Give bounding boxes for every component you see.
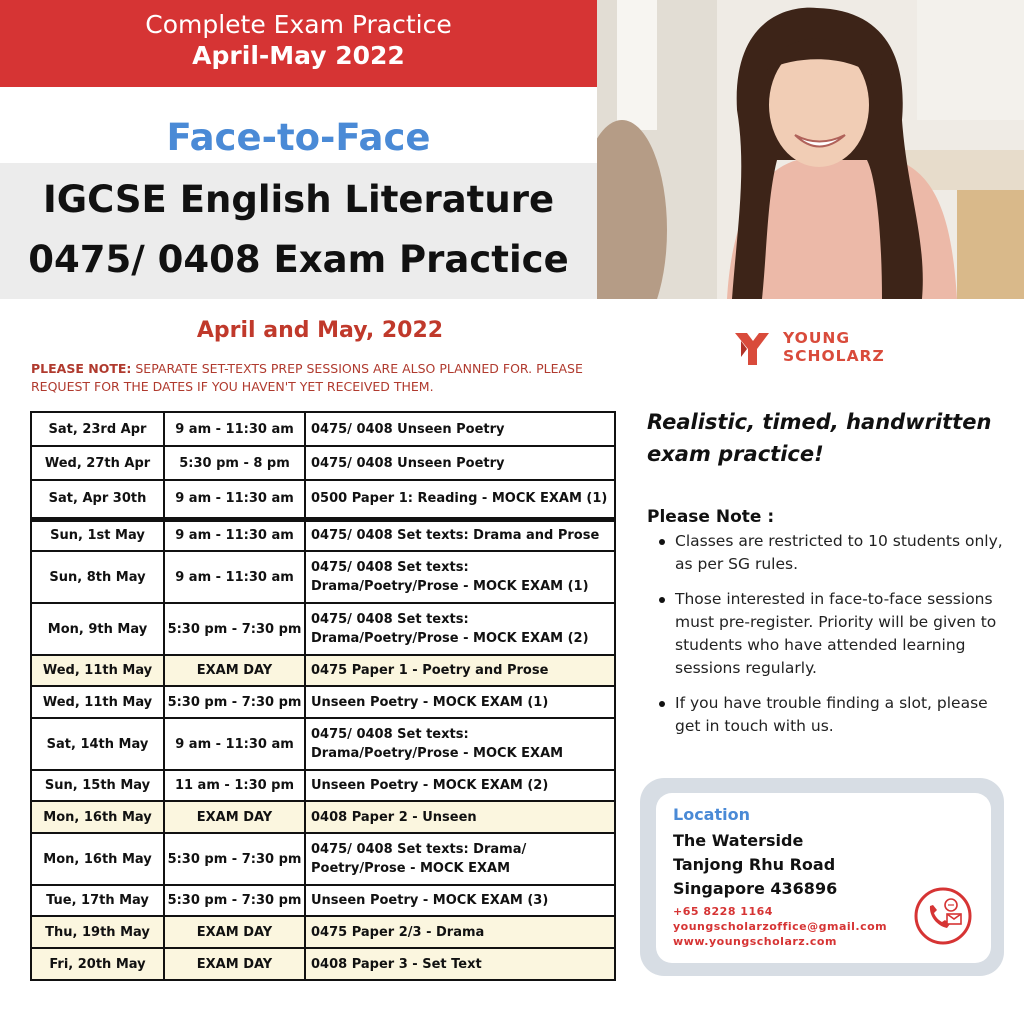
logo-line2: SCHOLARZ [783, 347, 885, 365]
prep-note [31, 360, 621, 396]
row-date: Sun, 15th May [31, 770, 164, 801]
row-time: 5:30 pm - 7:30 pm [164, 833, 305, 885]
row-session: 0475 Paper 1 - Poetry and Prose [305, 655, 615, 686]
logo-mark-icon [733, 331, 771, 367]
list-item: Those interested in face-to-face sessions must pre-register. Priority will be given to students who have attended learning sessions regularly. [675, 588, 1005, 680]
row-session: Unseen Poetry - MOCK EXAM (3) [305, 885, 615, 916]
row-time: 9 am - 11:30 am [164, 718, 305, 770]
table-row [31, 412, 615, 446]
row-date: Wed, 27th Apr [31, 446, 164, 480]
row-session: 0475/ 0408 Set texts: Drama/Poetry/Prose - MOCK EXAM [305, 718, 615, 770]
row-time: EXAM DAY [164, 801, 305, 833]
row-date: Fri, 20th May [31, 948, 164, 980]
row-time: 9 am - 11:30 am [164, 551, 305, 603]
please-note-heading: Please Note : [647, 507, 775, 527]
row-time: 9 am - 11:30 am [164, 412, 305, 446]
table-row [31, 603, 615, 655]
table-row [31, 948, 615, 980]
header-banner [0, 0, 597, 87]
row-date: Tue, 17th May [31, 885, 164, 916]
row-time: 5:30 pm - 8 pm [164, 446, 305, 480]
table-row [31, 885, 615, 916]
row-date: Sun, 1st May [31, 519, 164, 551]
schedule-table [30, 411, 616, 981]
note-label: PLEASE NOTE: [31, 361, 132, 376]
row-time: 5:30 pm - 7:30 pm [164, 686, 305, 718]
tagline: Realistic, timed, handwritten exam practice! [647, 410, 992, 466]
row-date: Sun, 8th May [31, 551, 164, 603]
row-date: Sat, 23rd Apr [31, 412, 164, 446]
row-session: Unseen Poetry - MOCK EXAM (1) [305, 686, 615, 718]
address-line: The Waterside [673, 831, 804, 850]
location-heading: Location [673, 805, 750, 824]
row-date: Thu, 19th May [31, 916, 164, 948]
row-session: 0475/ 0408 Set texts: Drama/Poetry/Prose - MOCK EXAM (1) [305, 551, 615, 603]
row-session: 0475 Paper 2/3 - Drama [305, 916, 615, 948]
row-time: 5:30 pm - 7:30 pm [164, 603, 305, 655]
banner-line2: April-May 2022 [192, 41, 405, 70]
logo-line1: YOUNG [783, 329, 851, 347]
table-row [31, 718, 615, 770]
title-line1: IGCSE English Literature [42, 178, 555, 221]
period-heading: April and May, 2022 [196, 318, 444, 343]
table-row [31, 770, 615, 801]
list-item: If you have trouble finding a slot, please get in touch with us. [675, 692, 1005, 738]
table-row [31, 480, 615, 519]
contact-website[interactable]: www.youngscholarz.com [673, 935, 837, 948]
row-time: EXAM DAY [164, 655, 305, 686]
row-date: Mon, 16th May [31, 801, 164, 833]
table-row [31, 686, 615, 718]
logo-text [783, 329, 885, 365]
row-time: 9 am - 11:30 am [164, 519, 305, 551]
row-session: 0475/ 0408 Set texts: Drama and Prose [305, 519, 615, 551]
contact-details [673, 904, 887, 949]
row-date: Mon, 9th May [31, 603, 164, 655]
row-date: Mon, 16th May [31, 833, 164, 885]
row-date: Sat, Apr 30th [31, 480, 164, 519]
row-date: Wed, 11th May [31, 655, 164, 686]
row-session: 0408 Paper 2 - Unseen [305, 801, 615, 833]
table-row [31, 551, 615, 603]
banner-line1: Complete Exam Practice [145, 10, 452, 39]
student-photo [597, 0, 1024, 299]
list-item: Classes are restricted to 10 students only, as per SG rules. [675, 530, 1005, 576]
table-row [31, 801, 615, 833]
row-time: 5:30 pm - 7:30 pm [164, 885, 305, 916]
row-time: EXAM DAY [164, 916, 305, 948]
location-address [673, 829, 837, 901]
table-row [31, 655, 615, 686]
row-session: 0500 Paper 1: Reading - MOCK EXAM (1) [305, 480, 615, 519]
row-session: 0408 Paper 3 - Set Text [305, 948, 615, 980]
table-row [31, 833, 615, 885]
row-time: 9 am - 11:30 am [164, 480, 305, 519]
address-line: Tanjong Rhu Road [673, 855, 836, 874]
table-row [31, 519, 615, 551]
row-time: 11 am - 1:30 pm [164, 770, 305, 801]
row-date: Sat, 14th May [31, 718, 164, 770]
row-time: EXAM DAY [164, 948, 305, 980]
title-line2: 0475/ 0408 Exam Practice [28, 238, 569, 281]
phone-mail-icon [913, 886, 973, 946]
contact-phone[interactable]: +65 8228 1164 [673, 905, 773, 918]
table-row [31, 446, 615, 480]
title-box [0, 163, 597, 299]
row-session: 0475/ 0408 Set texts: Drama/Poetry/Prose - MOCK EXAM (2) [305, 603, 615, 655]
row-session: 0475/ 0408 Unseen Poetry [305, 446, 615, 480]
row-session: 0475/ 0408 Set texts: Drama/ Poetry/Prose - MOCK EXAM [305, 833, 615, 885]
note-text: SEPARATE SET-TEXTS PREP SESSIONS ARE ALSO PLANNED FOR. PLEASE REQUEST FOR THE DATES IF YOU HAVEN'T YET RECEIVED THEM. [31, 361, 583, 394]
row-session: 0475/ 0408 Unseen Poetry [305, 412, 615, 446]
mode-heading: Face-to-Face [166, 116, 431, 159]
address-line: Singapore 436896 [673, 879, 838, 898]
row-date: Wed, 11th May [31, 686, 164, 718]
contact-email[interactable]: youngscholarzoffice@gmail.com [673, 920, 888, 933]
row-session: Unseen Poetry - MOCK EXAM (2) [305, 770, 615, 801]
please-note-list [675, 530, 1005, 750]
table-row [31, 916, 615, 948]
